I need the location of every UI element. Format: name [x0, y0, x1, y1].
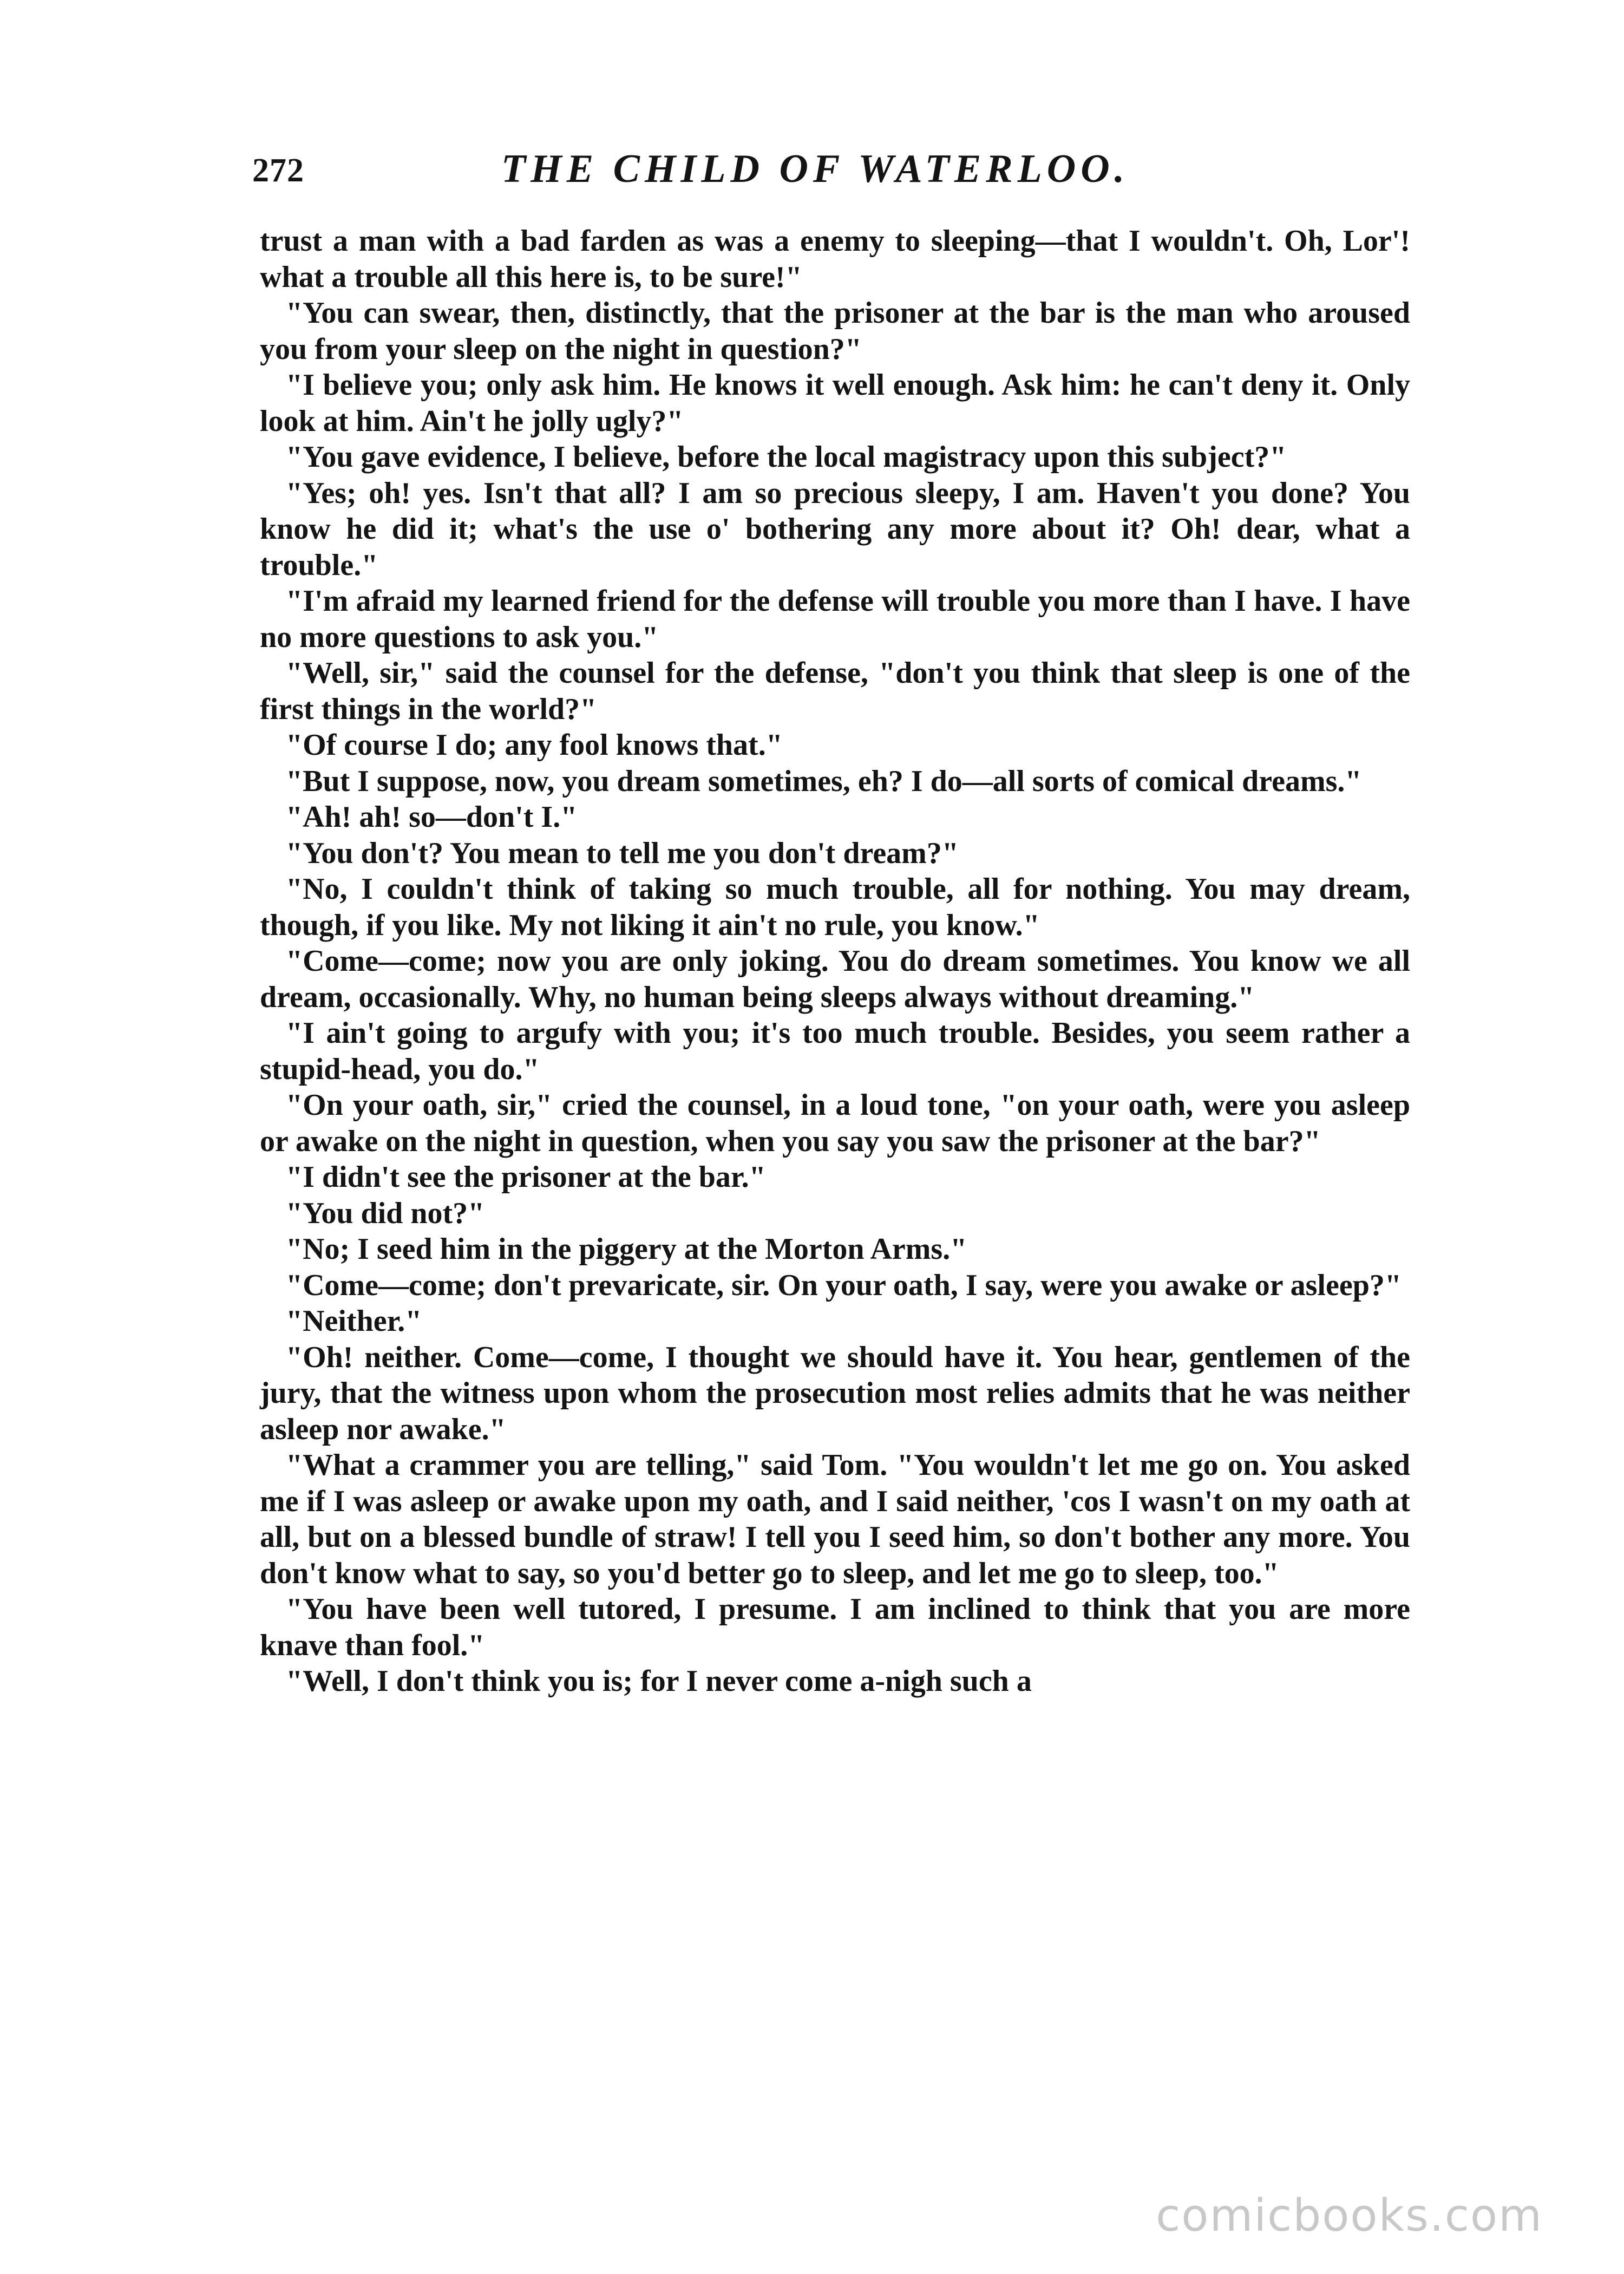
running-head: [252, 146, 1400, 206]
paragraph: "You did not?": [286, 1196, 485, 1230]
paragraph: "You can swear, then, distinctly, that the prisoner at the bar is the man who aroused you from your sleep on the night in question?": [260, 296, 1410, 366]
paragraph: "On your oath, sir," cried the counsel, in a loud tone, "on your oath, were you asleep or awake on the night in question, when you say you saw the prisoner at the bar?": [260, 1088, 1410, 1158]
paragraph: "You have been well tutored, I presume. I am inclined to think that you are more knave than fool.": [260, 1592, 1410, 1662]
paragraph: "You gave evidence, I believe, before the local magistracy upon this subject?": [286, 440, 1287, 474]
paragraph: "Of course I do; any fool knows that.": [286, 728, 783, 762]
running-title: THE CHILD OF WATERLOO.: [501, 147, 1130, 191]
paragraph: "Neither.": [286, 1304, 422, 1338]
paragraph: "But I suppose, now, you dream sometimes, eh? I do—all sorts of comical dreams.": [286, 764, 1362, 798]
page-number: 272: [252, 152, 304, 189]
paragraph: "Come—come; don't prevaricate, sir. On your oath, I say, were you awake or asleep?": [286, 1268, 1402, 1302]
paragraph: "No, I couldn't think of taking so much trouble, all for nothing. You may dream, though, if you like. My not liking it ain't no rule, you know.": [260, 872, 1410, 942]
paragraph: "Oh! neither. Come—come, I thought we should have it. You hear, gentlemen of the jury, that the witness upon whom the prosecution most relies admits that he was neither asleep nor awake.": [260, 1340, 1410, 1446]
paragraph: "No; I seed him in the piggery at the Morton Arms.": [286, 1232, 967, 1266]
paragraph: "Well, sir," said the counsel for the defense, "don't you think that sleep is one of the first things in the world?": [260, 656, 1410, 726]
paragraph: "I believe you; only ask him. He knows it well enough. Ask him: he can't deny it. Only look at him. Ain't he jolly ugly?": [260, 368, 1410, 438]
paragraph: "What a crammer you are telling," said Tom. "You wouldn't let me go on. You asked me if I was asleep or awake upon my oath, and I said neither, 'cos I wasn't on my oath at all, but on a blessed bundle of straw! I tell you I seed him, so don't bother any more. You don't know what to say, so you'd better go to sleep, and let me go to sleep, too.": [260, 1448, 1410, 1590]
paragraph: "I didn't see the prisoner at the bar.": [286, 1160, 766, 1194]
paragraph: trust a man with a bad farden as was a enemy to sleeping—that I wouldn't. Oh, Lor'! what a trouble all this here is, to be sure!": [260, 224, 1410, 294]
paragraph: "You don't? You mean to tell me you don't dream?": [286, 836, 959, 870]
paragraph: "Well, I don't think you is; for I never come a-nigh such a: [286, 1664, 1032, 1698]
paragraph: "I ain't going to argufy with you; it's too much trouble. Besides, you seem rather a stupid-head, you do.": [260, 1016, 1410, 1086]
paragraph: "Ah! ah! so—don't I.": [286, 800, 578, 834]
paragraph: "I'm afraid my learned friend for the defense will trouble you more than I have. I have no more questions to ask you.": [260, 584, 1410, 654]
watermark: comicbooks.com: [1156, 2190, 1543, 2242]
body-text: [260, 223, 1410, 1700]
paragraph: "Come—come; now you are only joking. You do dream sometimes. You know we all dream, occasionally. Why, no human being sleeps always without dreaming.": [260, 944, 1410, 1014]
paragraph: "Yes; oh! yes. Isn't that all? I am so precious sleepy, I am. Haven't you done? You know he did it; what's the use o' bothering any more about it? Oh! dear, what a trouble.": [260, 476, 1410, 582]
